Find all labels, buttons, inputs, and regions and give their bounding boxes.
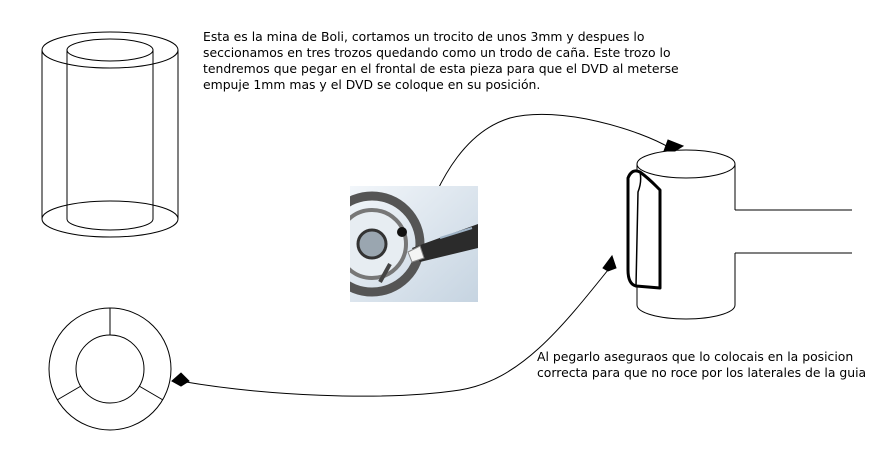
- guide-bottom-arc: [637, 305, 735, 319]
- attached-tube-piece: [628, 171, 660, 288]
- photo-gear-hub: [358, 230, 386, 258]
- arrowhead: [172, 373, 189, 386]
- tube-piece-outline: [628, 171, 660, 288]
- photo-closeup: [350, 186, 478, 302]
- guide-piece: [637, 150, 852, 319]
- ring-cut-left: [57, 386, 81, 400]
- arrowhead: [664, 140, 683, 151]
- ring-cut-right: [139, 386, 163, 400]
- cylinder-top-outer: [42, 32, 178, 68]
- guide-top-ellipse: [637, 150, 735, 178]
- caption-top: Esta es la mina de Boli, cortamos un trocito de unos 3mm y despues lo seccionamos en tres trozos quedando como un trodo de caña. Este trozo lo tendremos que pegar en el frontal de esta pieza para que el DVD al meterse empuje 1mm mas y el DVD se coloque en su posición.: [203, 29, 679, 92]
- ring-inner: [76, 335, 144, 403]
- cylinder-drawing: [42, 32, 178, 237]
- arrowhead: [603, 256, 616, 271]
- cylinder-top-inner: [67, 39, 153, 61]
- photo-black-dot: [397, 227, 407, 237]
- caption-bottom: Al pegarlo aseguraos que lo colocais en la posicion correcta para que no roce por los laterales de la guia: [537, 349, 867, 380]
- cylinder-bottom-outer: [42, 201, 178, 237]
- ring-cross-section: [49, 308, 171, 430]
- cylinder-bottom-inner: [67, 219, 153, 230]
